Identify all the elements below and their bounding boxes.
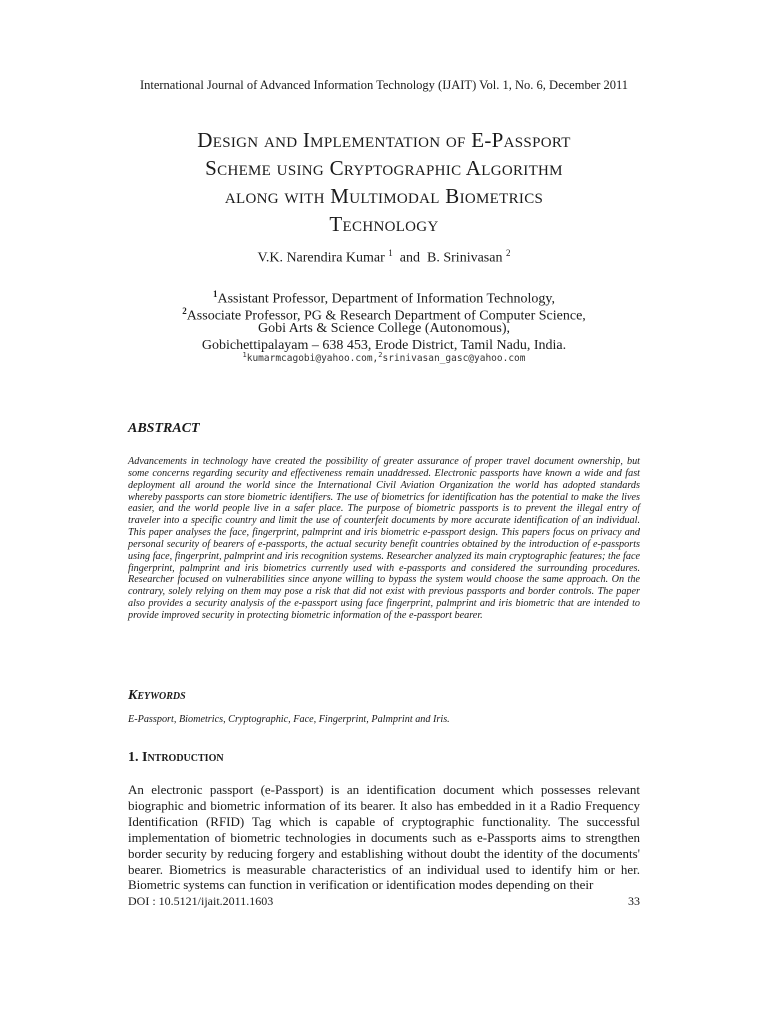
affiliation-2-text: Associate Professor, PG & Research Department of Computer Science,: [186, 308, 586, 324]
affiliation-sup-1: 1: [212, 289, 218, 299]
email-list: [0, 351, 768, 364]
affiliation-sup-2: 2: [182, 306, 187, 316]
title-line-3: along with Multimodal Biometrics: [224, 184, 544, 208]
author-name-2: B. Srinivasan: [427, 250, 503, 266]
footer-doi: DOI : 10.5121/ijait.2011.1603: [128, 894, 274, 908]
title-line-2: Scheme using Cryptographic Algorithm: [205, 156, 563, 180]
email-1[interactable]: kumarmcagobi@yahoo.com,: [246, 353, 379, 365]
author-sup-2: 2: [505, 248, 511, 258]
email-sup-2: 2: [378, 351, 383, 359]
affiliation-institution: Gobi Arts & Science College (Autonomous),: [258, 321, 510, 336]
abstract-heading: ABSTRACT: [128, 421, 200, 436]
paper-title: [110, 126, 658, 238]
email-sup-1: 1: [242, 351, 247, 359]
title-line-1: Design and Implementation of E-Passport: [197, 128, 571, 152]
author-list: [0, 248, 768, 267]
author-name-1: V.K. Narendira Kumar: [257, 250, 385, 266]
introduction-heading: 1. Introduction: [128, 750, 224, 765]
author-and: and: [396, 250, 424, 266]
email-2[interactable]: srinivasan_gasc@yahoo.com: [382, 353, 526, 365]
page-number: 33: [628, 894, 640, 908]
abstract-body: Advancements in technology have created the possibility of greater assurance of proper travel document ownership, but some concerns regarding security and effectiveness remain unaddressed. Electronic passports have known a wide and fast deployment all around the world since the International Civil Aviation Organization the world has adopted standards whereby passports can store biometric identifiers. The use of biometrics for identification has the potential to make the lives easier, and the world people live in a safer place. The purpose of biometric passports is to prevent the illegal entry of traveler into a specific country and limit the use of counterfeit documents by more accurate identification of an individual. This paper analyses the face, fingerprint, palmprint and iris biometric e-passport design. This papers focus on privacy and personal security of bearers of e-passports, the actual security benefit countries obtained by the introduction of e-passports using face, fingerprint, palmprint and iris recognition systems. Researcher analyzed its main cryptographic features; the face fingerprint, palmprint and iris biometrics currently used with e-passports and considered the surrounding procedures. Researcher focused on vulnerabilities since anyone willing to bypass the system would choose the same approach. On the contrary, solely relying on them may pose a risk that did not exist with previous passports and border controls. The paper also provides a security analysis of the e-passport using face fingerprint, palmprint and iris biometric that are intended to provide improved security in protecting biometric information of the e-passport bearer.: [128, 456, 640, 621]
affiliation-address: Gobichettipalayam – 638 453, Erode District, Tamil Nadu, India.: [201, 338, 567, 353]
journal-header: International Journal of Advanced Information Technology (IJAIT) Vol. 1, No. 6, December 2011: [139, 78, 629, 92]
keywords-body: E-Passport, Biometrics, Cryptographic, Face, Fingerprint, Palmprint and Iris.: [128, 714, 450, 725]
keywords-heading: Keywords: [128, 688, 186, 703]
introduction-body: An electronic passport (e-Passport) is an identification document which possesses relevant biographic and biometric information of its bearer. It also has embedded in it a Radio Frequency Identification (RFID) Tag which is capable of cryptographic functionality. The successful implementation of biometric technologies in documents such as e-Passports aims to strengthen border security by reducing forgery and establishing without doubt the identity of the documents' bearer. Biometrics is measurable characteristics of an individual used to identify him or her. Biometric systems can function in verification or identification modes depending on their: [128, 782, 640, 893]
author-sup-1: 1: [388, 248, 393, 258]
title-line-4: Technology: [329, 212, 439, 236]
affiliation-1-text: Assistant Professor, Department of Information Technology,: [217, 291, 555, 307]
